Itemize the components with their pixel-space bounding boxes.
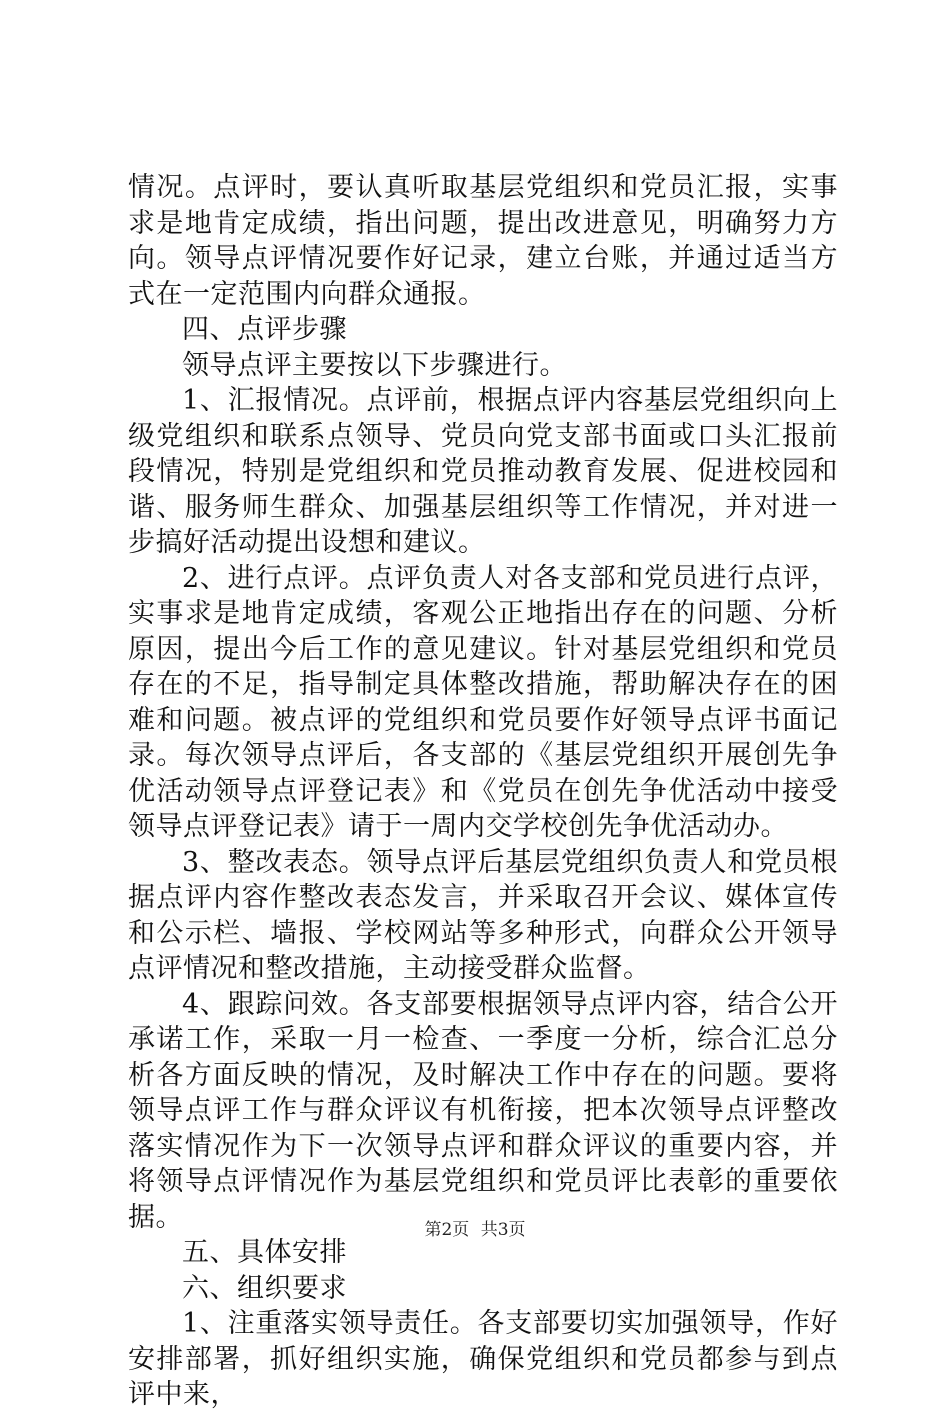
page-total: 共3页 — [480, 1220, 526, 1240]
step-rectify: 3、整改表态。领导点评后基层党组织负责人和党员根据点评内容作整改表态发言，并采取召开会议、媒体宣传和公示栏、墙报、学校网站等多种形式，向群众公开领导点评情况和整改措施，主动接受群众监督。 — [128, 846, 838, 984]
requirement-1: 1、注重落实领导责任。各支部要切实加强领导，作好安排部署，抓好组织实施，确保党组织和党员都参与到点评中来， — [128, 1308, 838, 1410]
section-heading-steps: 四、点评步骤 — [182, 314, 347, 345]
paragraph-2: 领导点评主要按以下步骤进行。 — [182, 349, 567, 381]
step-report: 1、汇报情况。点评前，根据点评内容基层党组织向上级党组织和联系点领导、党员向党支部书面或口头汇报前段情况，特别是党组织和党员推动教育发展、促进校园和谐、服务师生群众、加强基层组织等工作情况，并对进一步搞好活动提出设想和建议。 — [128, 385, 838, 558]
section-heading-arrangement: 五、具体安排 — [182, 1237, 347, 1268]
page-number: 第2页 — [424, 1220, 470, 1240]
page-footer — [0, 1215, 950, 1240]
section-heading-requirements: 六、组织要求 — [182, 1272, 347, 1304]
step-review: 2、进行点评。点评负责人对各支部和党员进行点评，实事求是地肯定成绩，客观公正地指出存在的问题、分析原因，提出今后工作的意见建议。针对基层党组织和党员存在的不足，指导制定具体整改措施，帮助解决存在的困难和问题。被点评的党组织和党员要作好领导点评书面记录。每次领导点评后，各支部的《基层党组织开展创先争优活动领导点评登记表》和《党员在创先争优活动中接受领导点评登记表》请于一周内交学校创先争优活动办。 — [128, 562, 838, 842]
paragraph-1: 情况。点评时，要认真听取基层党组织和党员汇报，实事求是地肯定成绩，指出问题，提出改进意见，明确努力方向。领导点评情况要作好记录，建立台账，并通过适当方式在一定范围内向群众通报。 — [128, 172, 838, 310]
step-followup: 4、跟踪问效。各支部要根据领导点评内容，结合公开承诺工作，采取一月一检查、一季度一分析，综合汇总分析各方面反映的情况，及时解决工作中存在的问题。要将领导点评工作与群众评议有机衔接，把本次领导点评整改落实情况作为下一次领导点评和群众评议的重要内容，并将领导点评情况作为基层党组织和党员评比表彰的重要依据。 — [128, 988, 838, 1233]
